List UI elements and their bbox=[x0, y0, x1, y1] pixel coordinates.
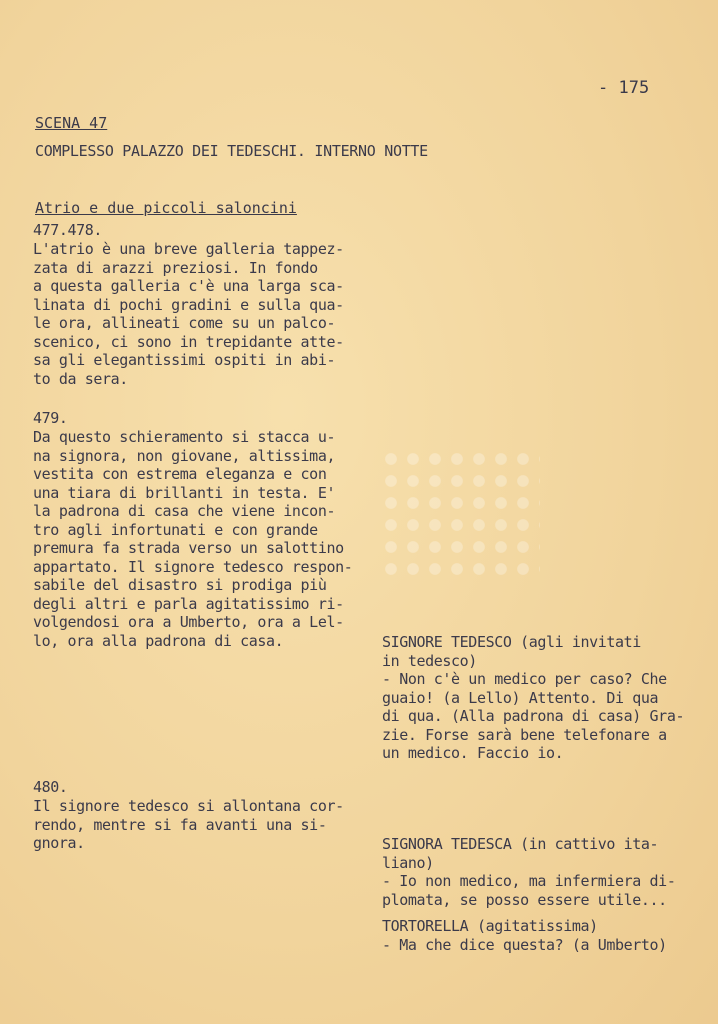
dialogue-block: SIGNORA TEDESCA (in cattivo ita- liano) - Io non medico, ma infermiera di- plomata, se posso essere utile... bbox=[382, 835, 676, 909]
shot-number: 477.478. bbox=[33, 221, 103, 239]
setting-subheading: Atrio e due piccoli saloncini bbox=[35, 199, 297, 217]
location-heading: COMPLESSO PALAZZO DEI TEDESCHI. INTERNO NOTTE bbox=[35, 142, 428, 160]
dialogue-block: SIGNORE TEDESCO (agli invitati in tedesco) - Non c'è un medico per caso? Che guaio! (a Lello) Attento. Di qua di qua. (Alla padrona di casa) Gra- zie. Forse sarà bene telefonare a un medico. Faccio io. bbox=[382, 633, 685, 762]
shot-description: Il signore tedesco si allontana cor- rendo, mentre si fa avanti una si- gnora. bbox=[33, 797, 344, 852]
dialogue-block: TORTORELLA (agitatissima) - Ma che dice questa? (a Umberto) bbox=[382, 917, 667, 954]
shot-number: 480. bbox=[33, 778, 68, 796]
page-number: - 175 bbox=[598, 78, 650, 98]
scene-heading: SCENA 47 bbox=[35, 114, 108, 132]
shot-description: Da questo schieramento si stacca u- na signora, non giovane, altissima, vestita con estrema eleganza e con una tiara di brillanti in testa. E' la padrona di casa che viene incon- tro agli infortunati e con grande premura fa strada verso un salottino appartato. Il signore tedesco respon- sabile del disastro si prodiga più degli altri e parla agitatissimo ri- volgendosi ora a Umberto, ora a Lel- lo, ora alla padrona di casa. bbox=[33, 428, 353, 650]
shot-number: 479. bbox=[33, 409, 68, 427]
shot-description: L'atrio è una breve galleria tappez- zata di arazzi preziosi. In fondo a questa galleria c'è una larga sca- linata di pochi gradini e sulla qua- le ora, allineati come su un palco- scenico, ci sono in trepidante atte- sa gli elegantissimi ospiti in abi- to da sera. bbox=[33, 240, 344, 388]
faded-stamp bbox=[380, 448, 540, 578]
